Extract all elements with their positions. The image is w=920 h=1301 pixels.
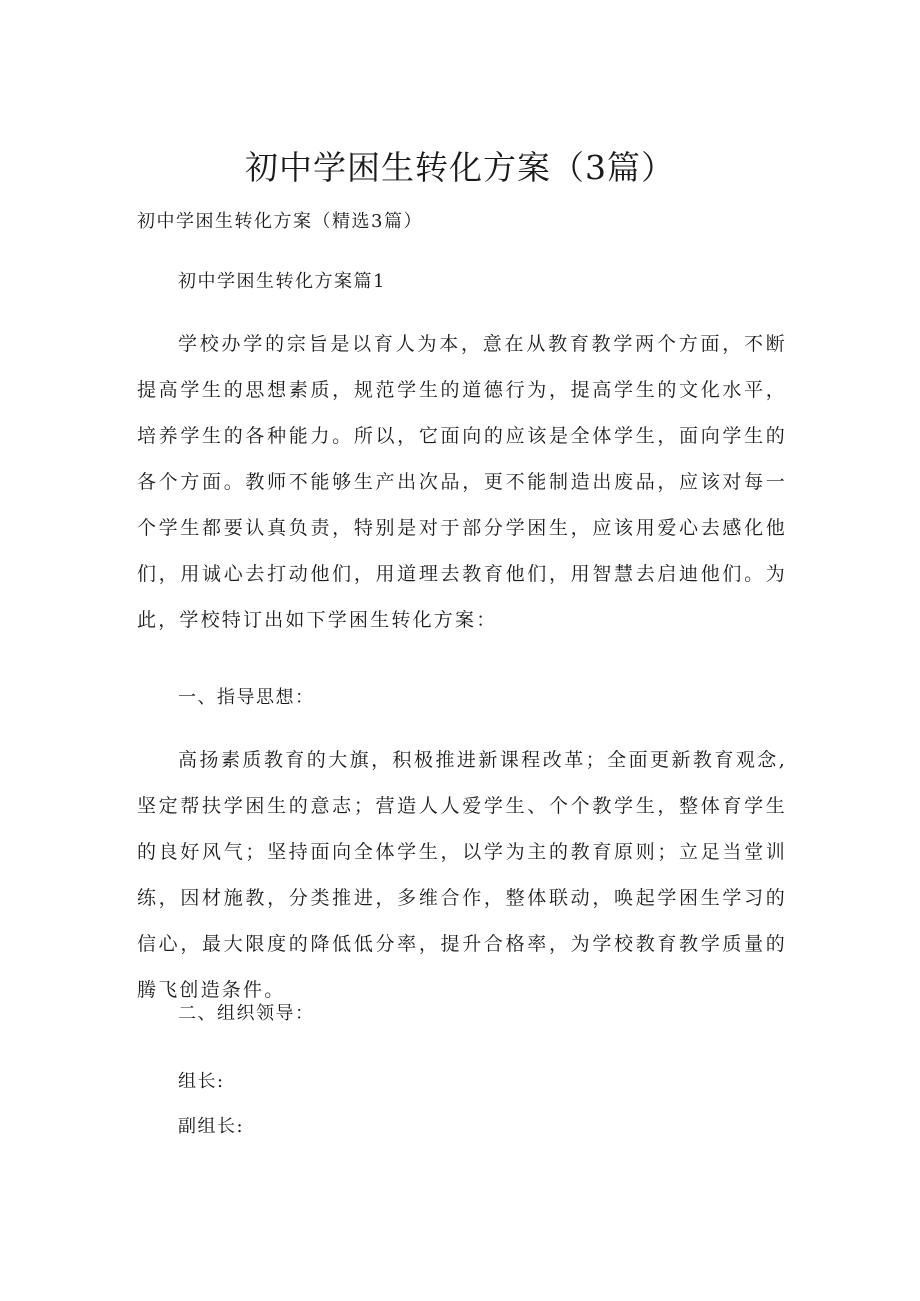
document-title: 初中学困生转化方案（3篇） bbox=[245, 148, 675, 187]
leader-label: 组长: bbox=[178, 1071, 225, 1092]
intro-paragraph: 学校办学的宗旨是以育人为本，意在从教育教学两个方面，不断提高学生的思想素质，规范学生的道德行为，提高学生的文化水平，培养学生的各种能力。所以，它面向的应该是全体学生，面向学生的各个方面。教师不能够生产出次品，更不能制造出废品，应该对每一个学生都要认真负责，特别是对于部分学困生，应该用爱心去感化他们，用诚心去打动他们，用道理去教育他们，用智慧去启迪他们。为此，学校特订出如下学困生转化方案： bbox=[137, 333, 787, 631]
part2-heading: 二、组织领导： bbox=[178, 1003, 315, 1024]
section-heading: 初中学困生转化方案篇1 bbox=[178, 271, 386, 292]
deputy-leader-label: 副组长: bbox=[178, 1116, 245, 1137]
part1-heading: 一、指导思想： bbox=[178, 687, 315, 708]
document-subtitle: 初中学困生转化方案（精选3篇） bbox=[137, 211, 423, 232]
part1-paragraph: 高扬素质教育的大旗，积极推进新课程改革；全面更新教育观念,坚定帮扶学困生的意志；营造人人爱学生、个个教学生，整体育学生的良好风气；坚持面向全体学生，以学为主的教育原则；立足当堂训练，因材施教，分类推进，多维合作，整体联动，唤起学困生学习的信心，最大限度的降低低分率，提升合格率，为学校教育教学质量的腾飞创造条件。 bbox=[137, 749, 787, 1001]
